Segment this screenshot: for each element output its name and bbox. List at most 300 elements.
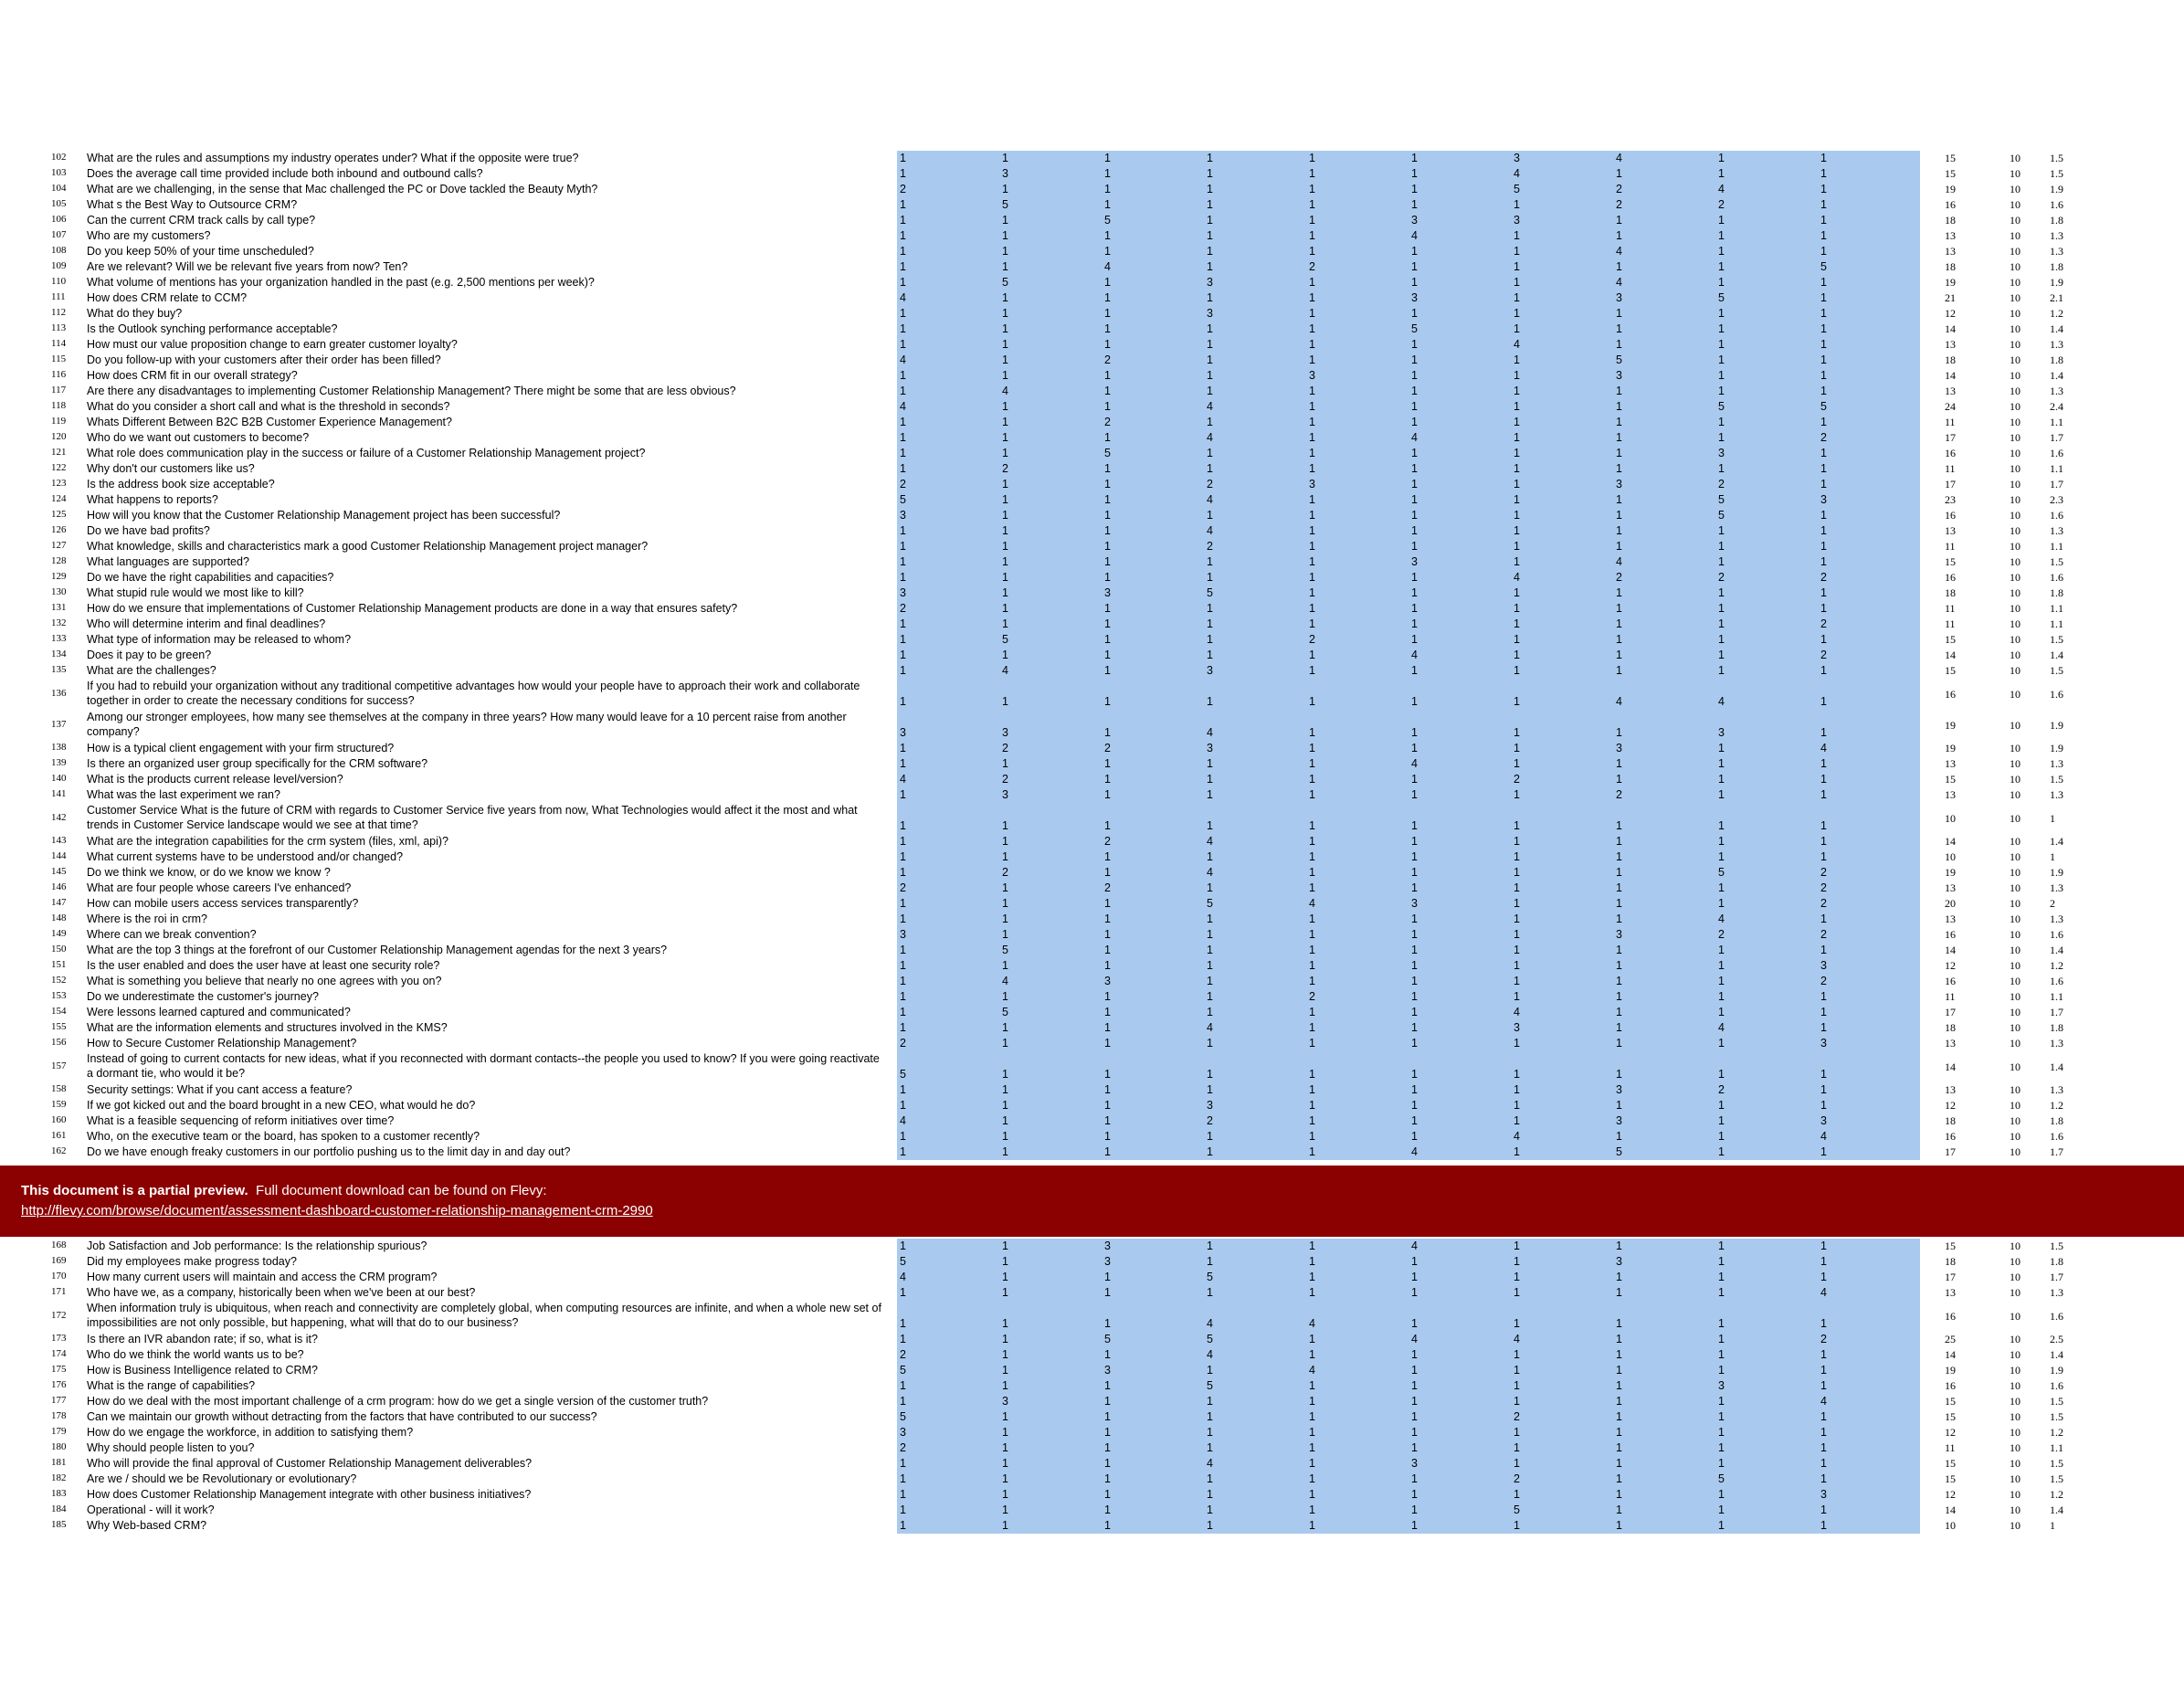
score-cell: 1 [1411,602,1418,615]
score-cell: 1 [1207,291,1213,304]
question-text: How does CRM fit in our overall strategy? [87,369,298,382]
score-cell: 1 [900,897,906,910]
score-cell: 1 [1207,229,1213,242]
total-score: 24 [1945,400,1956,413]
score-cell: 1 [1002,416,1008,428]
score-cell: 1 [1514,602,1520,615]
question-text: How do we engage the workforce, in addition to satisfying them? [87,1426,414,1439]
score-cell: 1 [1820,1519,1827,1532]
score-cell: 4 [1309,897,1315,910]
average-score: 1.7 [2050,431,2063,444]
total-score: 20 [1945,897,1956,910]
score-cell: 1 [1309,1503,1315,1516]
score-band [897,1036,1920,1051]
score-cell: 4 [900,1271,906,1283]
score-cell: 1 [1820,1441,1827,1454]
score-cell: 4 [900,773,906,786]
table-row [0,1394,2184,1409]
score-cell: 1 [1820,229,1827,242]
score-cell: 1 [1514,1083,1520,1096]
average-score: 1.3 [2050,1037,2063,1050]
max-score: 10 [2010,1060,2020,1073]
score-cell: 1 [1616,757,1622,770]
table-row [0,834,2184,849]
row-number: 181 [51,1457,67,1468]
score-cell: 1 [1002,447,1008,459]
score-cell: 2 [1820,1333,1827,1345]
score-cell: 1 [1309,571,1315,584]
score-cell: 1 [900,913,906,925]
score-cell: 1 [1104,167,1111,180]
score-cell: 4 [1002,975,1008,987]
score-cell: 1 [1104,1379,1111,1392]
score-cell: 3 [1616,1255,1622,1268]
row-number: 182 [51,1472,67,1483]
score-cell: 1 [1309,881,1315,894]
score-cell: 1 [900,167,906,180]
max-score: 10 [2010,742,2020,754]
score-cell: 1 [1411,416,1418,428]
score-cell: 1 [1718,1317,1725,1330]
score-cell: 1 [1309,773,1315,786]
score-cell: 2 [900,478,906,491]
max-score: 10 [2010,276,2020,289]
score-cell: 1 [1616,819,1622,832]
question-text: Does it pay to be green? [87,649,212,661]
score-cell: 1 [1718,819,1725,832]
question-text: How must our value proposition change to earn greater customer loyalty? [87,338,458,351]
total-score: 19 [1945,183,1956,195]
score-cell: 1 [1820,307,1827,320]
download-link[interactable]: http://flevy.com/browse/document/assessment-dashboard-customer-relationship-management-crm-2990 [21,1203,653,1219]
average-score: 2.5 [2050,1333,2063,1345]
question-text: Who do we want out customers to become? [87,431,310,444]
max-score: 10 [2010,385,2020,397]
score-band [897,151,1920,166]
row-number: 173 [51,1333,67,1344]
score-cell: 1 [1002,1021,1008,1034]
score-cell: 1 [1820,1099,1827,1112]
score-cell: 2 [1104,353,1111,366]
score-cell: 1 [1820,1271,1827,1283]
max-score: 10 [2010,850,2020,863]
score-cell: 1 [1207,649,1213,661]
score-cell: 1 [1820,1364,1827,1377]
score-cell: 1 [1820,586,1827,599]
row-number: 142 [51,812,67,823]
score-cell: 1 [1718,1099,1725,1112]
score-cell: 1 [1411,1503,1418,1516]
max-score: 10 [2010,959,2020,972]
score-cell: 1 [1514,1488,1520,1501]
score-cell: 1 [1002,1457,1008,1470]
max-score: 10 [2010,1410,2020,1423]
average-score: 1.9 [2050,866,2063,879]
score-cell: 3 [1002,788,1008,801]
total-score: 12 [1945,1426,1956,1439]
total-score: 10 [1945,850,1956,863]
score-cell: 1 [1411,260,1418,273]
score-cell: 1 [900,990,906,1003]
banner-message [21,1183,547,1198]
score-band [897,1239,1920,1254]
score-cell: 2 [1207,478,1213,491]
score-cell: 1 [1411,742,1418,754]
score-cell: 1 [1616,1286,1622,1299]
score-cell: 1 [1411,400,1418,413]
score-cell: 1 [1002,353,1008,366]
table-row [0,151,2184,166]
score-cell: 1 [1411,1488,1418,1501]
row-number: 150 [51,944,67,955]
score-cell: 1 [1514,369,1520,382]
score-cell: 1 [1104,478,1111,491]
score-cell: 1 [1104,291,1111,304]
score-cell: 5 [1002,1006,1008,1018]
banner-text: Full document download can be found on Flevy: [256,1183,547,1198]
row-number: 158 [51,1083,67,1094]
total-score: 15 [1945,1472,1956,1485]
max-score: 10 [2010,1006,2020,1018]
average-score: 1.3 [2050,229,2063,242]
score-cell: 1 [900,1021,906,1034]
score-cell: 1 [1718,260,1725,273]
max-score: 10 [2010,1472,2020,1485]
score-cell: 1 [1104,540,1111,553]
score-cell: 1 [1514,788,1520,801]
score-cell: 1 [1104,1503,1111,1516]
score-cell: 3 [900,586,906,599]
table-row [0,290,2184,306]
score-cell: 1 [1718,742,1725,754]
score-cell: 1 [1718,835,1725,848]
score-cell: 2 [1514,1410,1520,1423]
score-cell: 3 [1616,291,1622,304]
score-band [897,1487,1920,1503]
question-text: Is there an IVR abandon rate; if so, what is it? [87,1333,318,1345]
max-score: 10 [2010,1240,2020,1252]
total-score: 15 [1945,633,1956,646]
score-band [897,477,1920,492]
score-cell: 1 [1616,649,1622,661]
table-row [0,1082,2184,1098]
score-cell: 1 [1718,602,1725,615]
score-cell: 1 [1002,291,1008,304]
score-cell: 1 [1309,322,1315,335]
score-cell: 1 [1718,1410,1725,1423]
max-score: 10 [2010,617,2020,630]
score-cell: 2 [1002,462,1008,475]
score-cell: 1 [1718,540,1725,553]
score-cell: 1 [1718,990,1725,1003]
average-score: 2.4 [2050,400,2063,413]
score-cell: 3 [1514,152,1520,164]
score-cell: 3 [1616,369,1622,382]
score-cell: 1 [1820,353,1827,366]
score-band [897,492,1920,508]
score-cell: 1 [1309,1255,1315,1268]
score-cell: 1 [900,416,906,428]
row-number: 157 [51,1060,67,1071]
table-row [0,1113,2184,1129]
score-cell: 3 [900,928,906,941]
question-text: Whats Different Between B2C B2B Customer Experience Management? [87,416,452,428]
score-band [897,1440,1920,1456]
table-row [0,741,2184,756]
score-cell: 1 [900,1240,906,1252]
average-score: 1.6 [2050,198,2063,211]
score-cell: 4 [1207,1317,1213,1330]
score-cell: 1 [1514,1364,1520,1377]
score-cell: 1 [1207,322,1213,335]
score-cell: 1 [1820,1457,1827,1470]
score-cell: 1 [1411,881,1418,894]
score-cell: 1 [1207,773,1213,786]
row-number: 152 [51,975,67,986]
question-text: What are we challenging, in the sense that Mac challenged the PC or Dove tackled the Beauty Myth? [87,183,598,195]
score-cell: 1 [1104,555,1111,568]
row-number: 156 [51,1037,67,1048]
average-score: 1.9 [2050,719,2063,732]
score-cell: 1 [1104,245,1111,258]
max-score: 10 [2010,322,2020,335]
score-cell: 2 [1616,788,1622,801]
score-cell: 1 [1309,1021,1315,1034]
score-cell: 1 [1514,897,1520,910]
table-row [0,197,2184,213]
score-cell: 1 [1309,1130,1315,1143]
score-cell: 1 [1718,1519,1725,1532]
total-score: 15 [1945,152,1956,164]
total-score: 11 [1945,602,1956,615]
question-text: What do they buy? [87,307,183,320]
row-number: 153 [51,990,67,1001]
score-cell: 1 [1718,1395,1725,1408]
score-cell: 1 [1309,152,1315,164]
score-cell: 1 [1820,726,1827,739]
question-text: What current systems have to be understood and/or changed? [87,850,404,863]
score-cell: 1 [1718,1037,1725,1050]
score-cell: 1 [1718,307,1725,320]
score-cell: 3 [1309,369,1315,382]
score-cell: 1 [1002,835,1008,848]
score-cell: 1 [1616,509,1622,522]
score-cell: 4 [1411,1333,1418,1345]
score-cell: 1 [1820,1083,1827,1096]
max-score: 10 [2010,478,2020,491]
score-cell: 1 [1207,1488,1213,1501]
total-score: 17 [1945,1006,1956,1018]
score-cell: 1 [1514,1395,1520,1408]
score-cell: 4 [1411,757,1418,770]
score-cell: 1 [1411,1099,1418,1112]
table-row [0,337,2184,353]
score-cell: 1 [1411,726,1418,739]
row-number: 138 [51,742,67,753]
score-cell: 1 [1002,478,1008,491]
max-score: 10 [2010,260,2020,273]
row-number: 110 [51,276,67,287]
score-cell: 1 [1718,1426,1725,1439]
score-cell: 1 [1820,152,1827,164]
score-band [897,1082,1920,1098]
score-cell: 2 [900,183,906,195]
score-cell: 1 [1411,959,1418,972]
score-cell: 1 [900,385,906,397]
score-cell: 1 [1309,276,1315,289]
score-cell: 1 [1411,493,1418,506]
score-band [897,353,1920,368]
score-cell: 3 [1820,1037,1827,1050]
question-text: Can the current CRM track calls by call type? [87,214,316,227]
average-score: 1.2 [2050,1426,2063,1439]
score-band [897,228,1920,244]
score-cell: 1 [900,322,906,335]
score-cell: 4 [1411,1145,1418,1158]
score-band [897,244,1920,259]
score-cell: 1 [1002,695,1008,708]
total-score: 12 [1945,1099,1956,1112]
score-cell: 1 [1411,369,1418,382]
score-band [897,1332,1920,1347]
total-score: 18 [1945,260,1956,273]
score-cell: 1 [1718,1006,1725,1018]
max-score: 10 [2010,1099,2020,1112]
row-number: 131 [51,602,67,613]
table-row [0,927,2184,943]
question-text: Where is the roi in crm? [87,913,207,925]
score-cell: 3 [1411,214,1418,227]
score-cell: 1 [1411,1348,1418,1361]
score-cell: 2 [1207,540,1213,553]
max-score: 10 [2010,152,2020,164]
score-cell: 1 [900,1472,906,1485]
table-row [0,1145,2184,1160]
score-cell: 1 [1002,260,1008,273]
row-number: 170 [51,1271,67,1282]
score-cell: 1 [1514,913,1520,925]
score-cell: 1 [1002,1145,1008,1158]
average-score: 1.6 [2050,928,2063,941]
score-cell: 1 [1616,602,1622,615]
score-cell: 1 [1411,509,1418,522]
question-text: What are the challenges? [87,664,216,677]
score-cell: 1 [1002,617,1008,630]
score-cell: 1 [1002,509,1008,522]
question-text: Do you follow-up with your customers after their order has been filled? [87,353,441,366]
score-cell: 1 [900,571,906,584]
score-cell: 1 [1411,447,1418,459]
score-cell: 1 [1411,1364,1418,1377]
score-cell: 1 [1002,1348,1008,1361]
score-cell: 1 [1820,1255,1827,1268]
score-cell: 1 [1616,1317,1622,1330]
score-cell: 1 [900,555,906,568]
score-cell: 1 [1309,338,1315,351]
score-cell: 1 [1411,695,1418,708]
score-cell: 1 [1514,1457,1520,1470]
score-cell: 1 [1820,385,1827,397]
score-cell: 1 [900,1333,906,1345]
score-cell: 1 [1002,1130,1008,1143]
score-cell: 4 [1207,1348,1213,1361]
table-row [0,1503,2184,1518]
row-number: 114 [51,338,67,349]
score-cell: 1 [1820,944,1827,956]
score-cell: 1 [1104,1083,1111,1096]
score-band [897,1145,1920,1160]
score-cell: 1 [1514,1145,1520,1158]
average-score: 1.6 [2050,509,2063,522]
score-cell: 1 [1207,788,1213,801]
score-cell: 1 [1718,369,1725,382]
score-cell: 1 [1002,1333,1008,1345]
table-row [0,663,2184,679]
score-cell: 1 [1002,1317,1008,1330]
score-cell: 1 [1309,1145,1315,1158]
banner-bold-text: This document is a partial preview. [21,1183,248,1198]
row-number: 136 [51,688,67,699]
score-cell: 1 [1616,524,1622,537]
average-score: 1.3 [2050,1286,2063,1299]
score-cell: 1 [900,1145,906,1158]
score-cell: 1 [1718,1364,1725,1377]
row-number: 168 [51,1240,67,1250]
score-cell: 2 [1820,571,1827,584]
row-number: 140 [51,773,67,784]
score-band [897,1347,1920,1363]
question-text: What are four people whose careers I've enhanced? [87,881,352,894]
score-cell: 1 [900,975,906,987]
score-cell: 1 [1207,1145,1213,1158]
score-cell: 1 [1411,850,1418,863]
score-cell: 1 [1514,307,1520,320]
max-score: 10 [2010,944,2020,956]
score-cell: 1 [1616,307,1622,320]
total-score: 16 [1945,509,1956,522]
max-score: 10 [2010,602,2020,615]
score-cell: 1 [1309,229,1315,242]
score-band [897,1518,1920,1534]
score-band [897,741,1920,756]
question-text: Does the average call time provided include both inbound and outbound calls? [87,167,483,180]
question-text: Were lessons learned captured and communicated? [87,1006,351,1018]
total-score: 17 [1945,1271,1956,1283]
score-cell: 1 [1718,1114,1725,1127]
average-score: 1.9 [2050,276,2063,289]
score-cell: 1 [1207,850,1213,863]
table-row [0,1487,2184,1503]
score-cell: 1 [1309,509,1315,522]
score-cell: 1 [1820,198,1827,211]
score-cell: 2 [900,881,906,894]
average-score: 1.8 [2050,260,2063,273]
score-band [897,1363,1920,1378]
average-score: 1.6 [2050,1310,2063,1323]
score-cell: 1 [1411,1021,1418,1034]
score-cell: 1 [1411,307,1418,320]
score-cell: 1 [1411,835,1418,848]
question-text: Who will determine interim and final deadlines? [87,617,326,630]
score-cell: 1 [1002,1441,1008,1454]
score-cell: 1 [1002,229,1008,242]
score-cell: 1 [1207,462,1213,475]
score-cell: 1 [1207,385,1213,397]
row-number: 183 [51,1488,67,1499]
average-score: 1.3 [2050,788,2063,801]
score-cell: 1 [1411,353,1418,366]
table-row [0,1098,2184,1113]
